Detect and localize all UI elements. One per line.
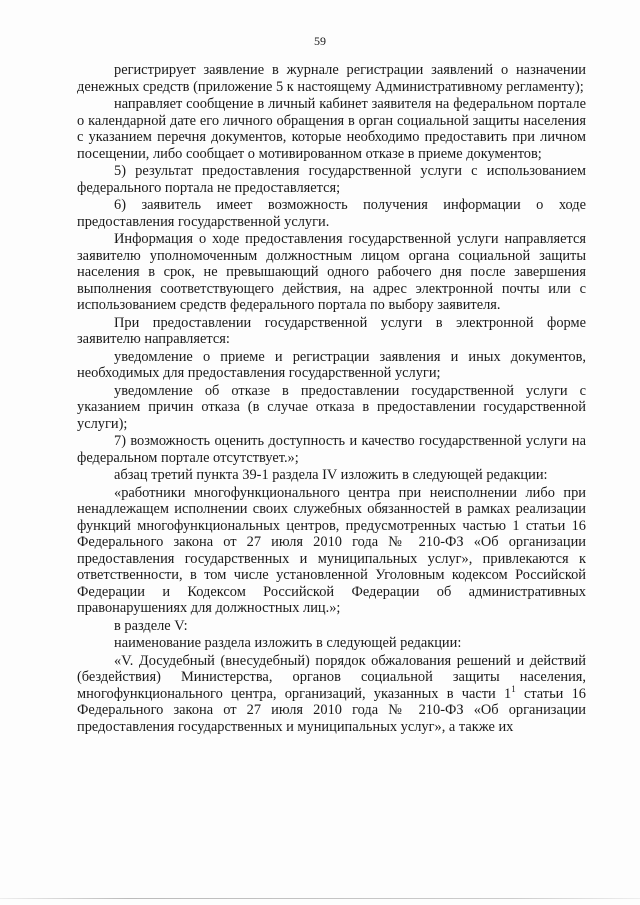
paragraph: уведомление о приеме и регистрации заявления и иных документов, необходимых для предоставления государственной услуги; <box>77 348 586 381</box>
paragraph: наименование раздела изложить в следующей редакции: <box>114 635 462 651</box>
paragraph: уведомление об отказе в предоставлении государственной услуги с указанием причин отказа (в случае отказа в предоставлении государственной услуги); <box>77 382 586 432</box>
paragraph: в разделе V: <box>114 617 188 634</box>
paragraph: 6) заявитель имеет возможность получения информации о ходе предоставления государственной услуги. <box>77 197 586 230</box>
paragraph: При предоставлении государственной услуги в электронной форме заявителю направляется: <box>77 314 586 347</box>
page-number: 59 <box>314 34 326 48</box>
paragraph: Информация о ходе предоставления государственной услуги направляется заявителю уполномоченным должностным лицом органа социальной защиты населения в срок, не превышающий одного рабочего дня после завершения выполнения соответствующего действия, на адрес электронной почты или с использованием средств федерального портала по выбору заявителя. <box>77 231 586 313</box>
paragraph-text: «V. Досудебный (внесудебный) порядок обжалования решений и действий (бездействия) Министерства, органов социальной защиты населения, многофункционального центра, организаций, указанных в части 1 <box>77 652 586 702</box>
paragraph: регистрирует заявление в журнале регистрации заявлений о назначении денежных средств (приложение 5 к настоящему Административному регламенту); <box>77 62 586 95</box>
paragraph: абзац третий пункта 39-1 раздела IV изложить в следующей редакции: <box>114 467 548 483</box>
document-body <box>77 62 586 735</box>
paragraph: направляет сообщение в личный кабинет заявителя на федеральном портале о календарной дате его личного обращения в орган социальной защиты населения с указанием перечня документов, которые необходимо предоставить при личном посещении, либо сообщает о мотивированном отказе в приеме документов; <box>77 96 586 162</box>
scan-edge <box>0 898 640 899</box>
paragraph: 7) возможность оценить доступность и качество государственной услуги на федеральном портале отсутствует.»; <box>77 433 586 466</box>
paragraph: «работники многофункционального центра при неисполнении либо при ненадлежащем исполнении своих служебных обязанностей в рамках реализации функций многофункциональных центров, предусмотренных частью 1 статьи 16 Федерального закона от 27 июля 2010 года № 210-ФЗ «Об организации предоставления государственных и муниципальных услуг», привлекаются к ответственности, в том числе установленной Уголовным кодексом Российской Федерации и Кодексом Российской Федерации об административных правонарушениях для должностных лиц.»; <box>77 484 586 616</box>
paragraph <box>77 653 586 736</box>
superscript: 1 <box>511 683 516 694</box>
paragraph-text: статьи 16 Федерального закона от 27 июля 2010 года № 210-ФЗ «Об организации предоставления государственных и муниципальных услуг», а также их <box>77 685 586 735</box>
paragraph: 5) результат предоставления государственной услуги с использованием федерального портала не предоставляется; <box>77 163 586 196</box>
